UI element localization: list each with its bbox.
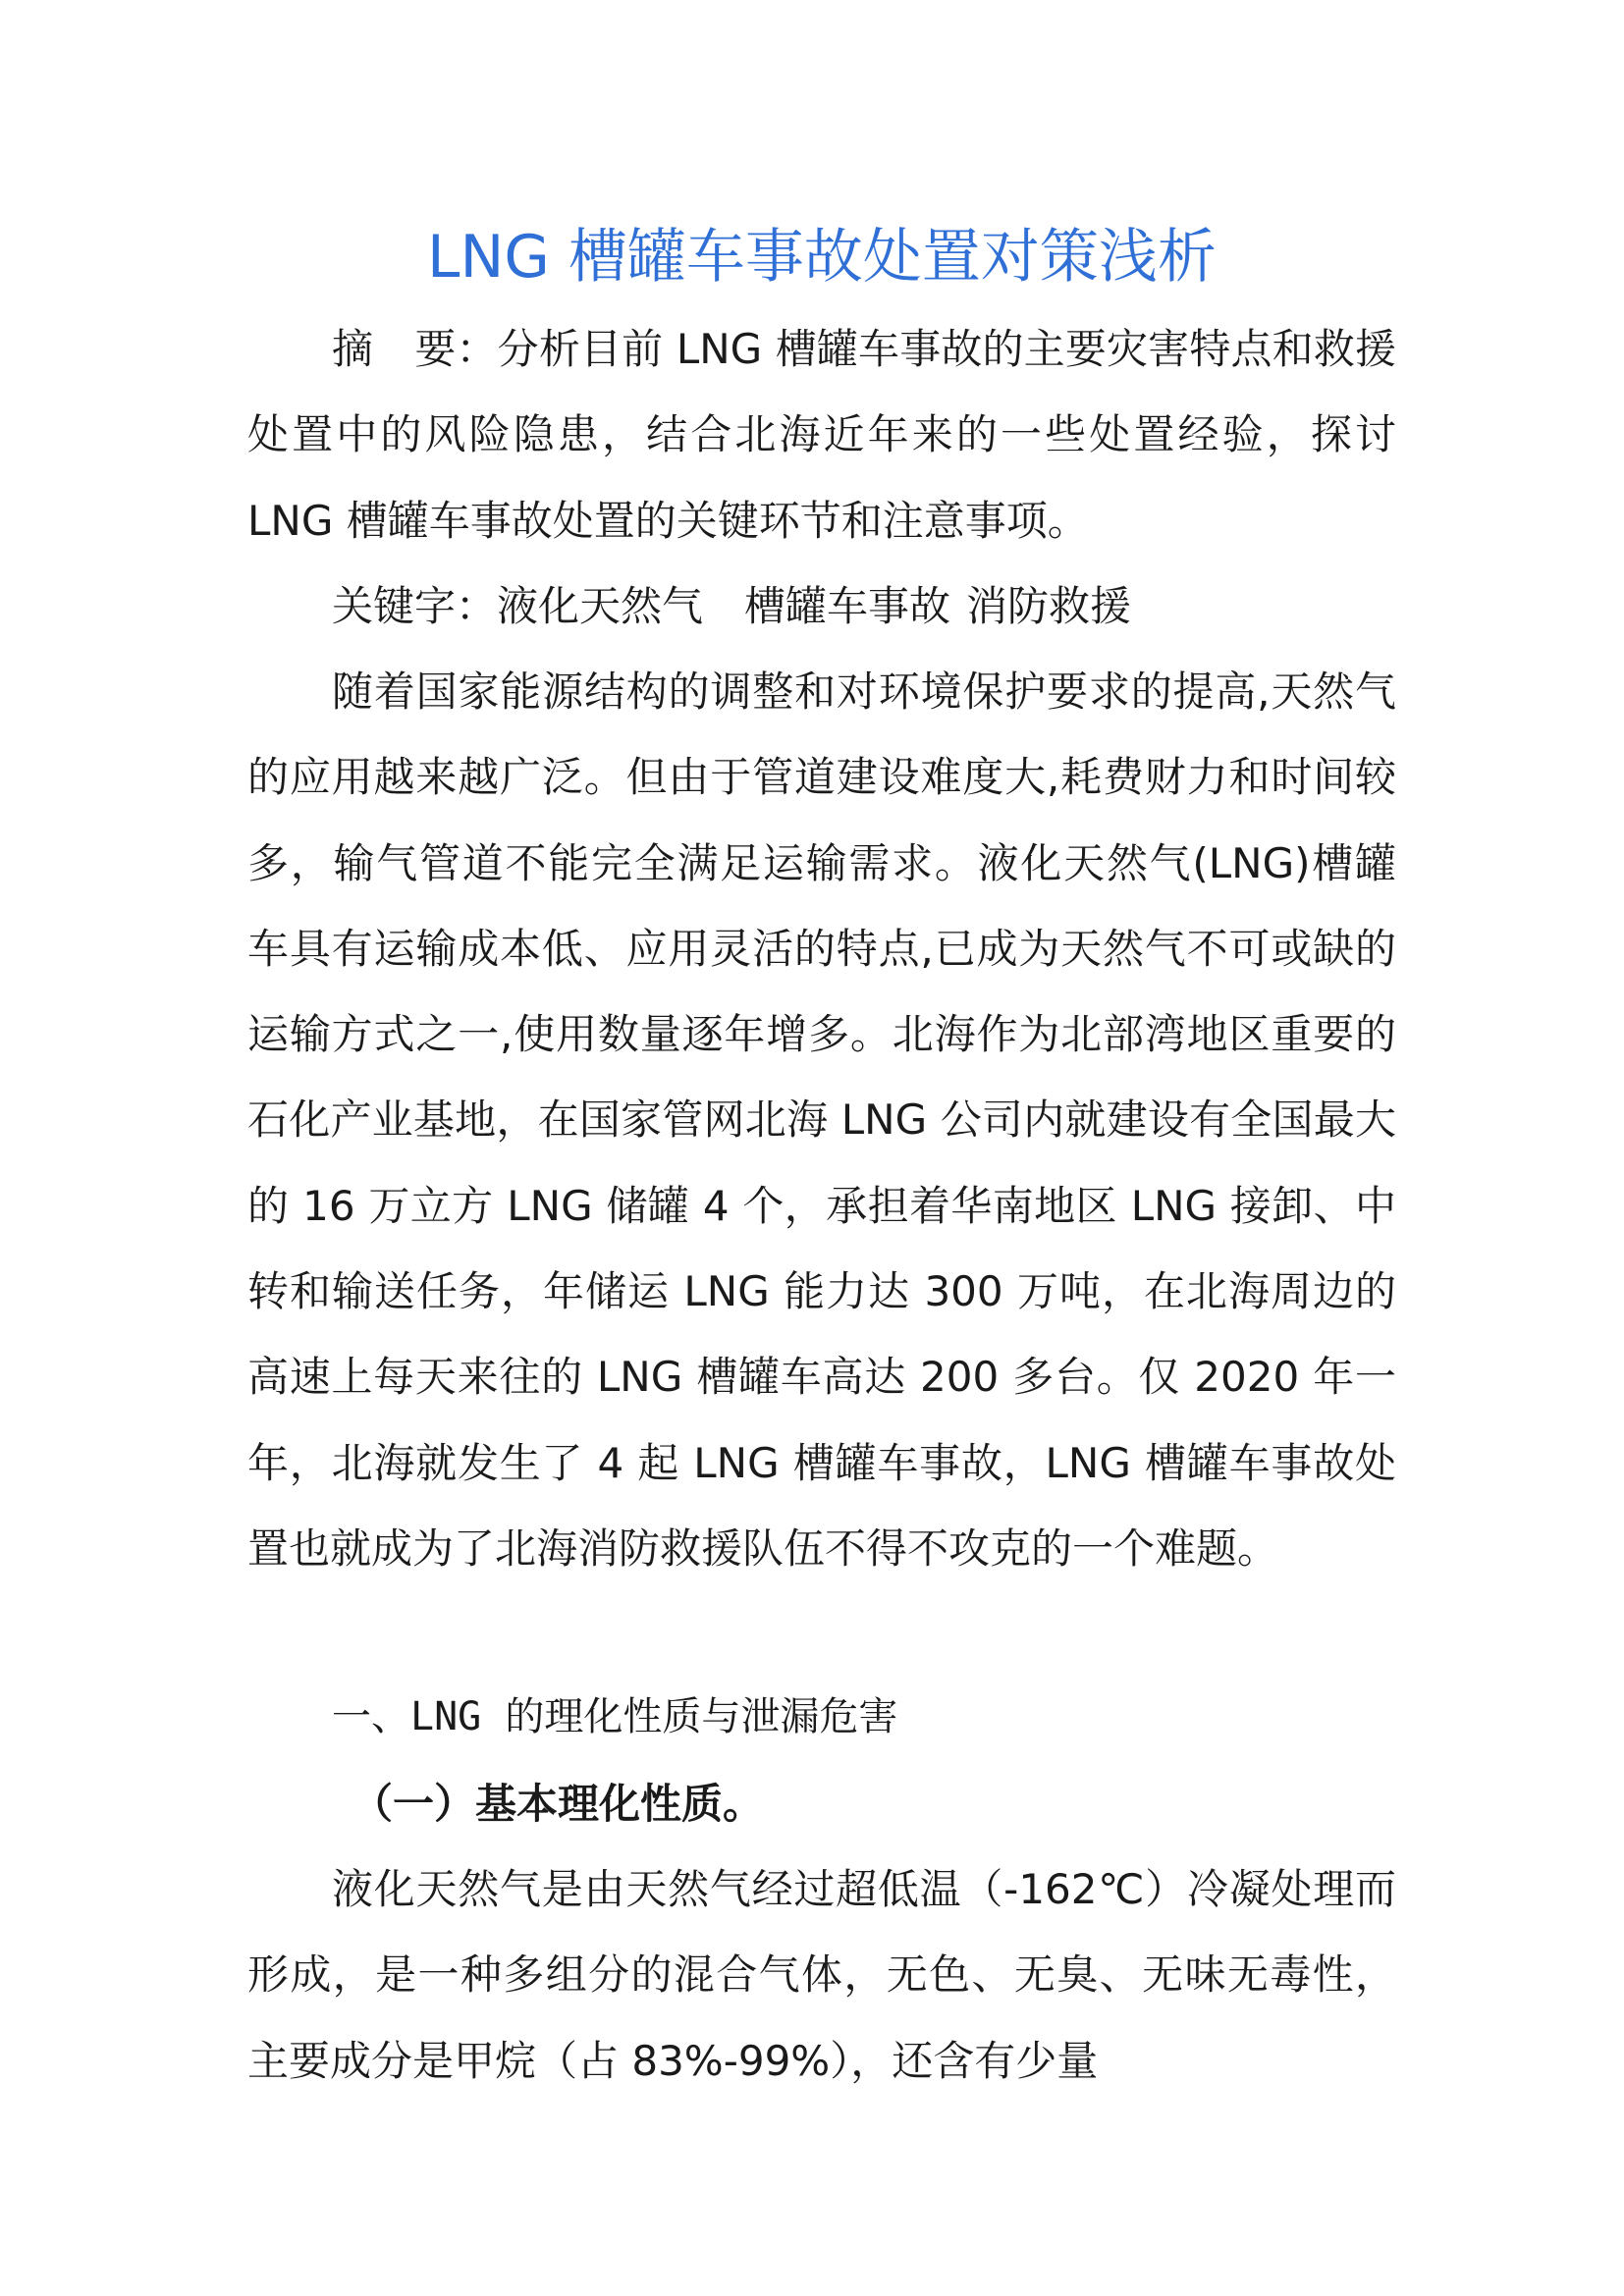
intro-paragraph: 随着国家能源结构的调整和对环境保护要求的提高,天然气的应用越来越广泛。但由于管道建设难度大,耗费财力和时间较多，输气管道不能完全满足运输需求。液化天然气(LNG)槽罐车具有运输成本低、应用灵活的特点,已成为天然气不可或缺的运输方式之一,使用数量逐年增多。北海作为北部湾地区重要的石化产业基地，在国家管网北海 LNG 公司内就建设有全国最大的 16 万立方 LNG 储罐 4 个，承担着华南地区 LNG 接卸、中转和输送任务，年储运 LNG 能力达 300 万吨，在北海周边的高速上每天来往的 LNG 槽罐车高达 200 多台。仅 2020 年一年，北海就发生了 4 起 LNG 槽罐车事故，LNG 槽罐车事故处置也就成为了北海消防救援队伍不得不攻克的一个难题。 (247, 667, 1396, 1573)
abstract-label-part1: 摘 (332, 325, 374, 373)
abstract-paragraph (247, 306, 1396, 563)
keywords-line (247, 563, 1396, 649)
subsection-heading: （一）基本理化性质。 (352, 1780, 765, 1828)
abstract-text: 分析目前 LNG 槽罐车事故的主要灾害特点和救援处置中的风险隐患，结合北海近年来的一些处置经验，探讨 LNG 槽罐车事故处置的关键环节和注意事项。 (247, 325, 1396, 545)
keyword-item: 槽罐车事故 (744, 582, 951, 630)
properties-paragraph: 液化天然气是由天然气经过超低温（-162℃）冷凝处理而形成，是一种多组分的混合气体，无色、无臭、无味无毒性，主要成分是甲烷（占 83%-99%），还含有少量 (247, 1865, 1396, 2085)
keyword-item: 液化天然气 (497, 582, 704, 630)
section-heading: 一、LNG 的理化性质与泄漏危害 (332, 1694, 898, 1739)
abstract-label-part2: 要： (414, 325, 498, 373)
keywords-label: 关键字： (332, 582, 498, 630)
document-title: LNG 槽罐车事故处置对策浅析 (427, 223, 1217, 292)
keyword-item: 消防救援 (966, 582, 1132, 630)
